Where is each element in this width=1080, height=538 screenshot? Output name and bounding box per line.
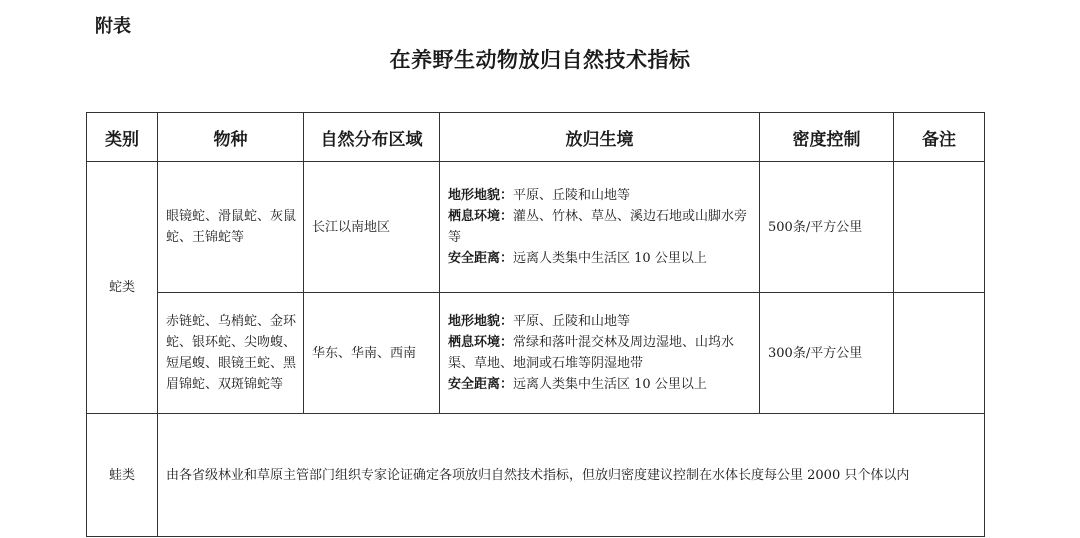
habitat-distance [448, 248, 753, 269]
env-label: 栖息环境： [448, 335, 514, 350]
habitat-terrain [448, 185, 753, 206]
table-row [87, 162, 985, 293]
category-cell: 蛇类 [87, 162, 158, 414]
region-cell: 华东、华南、西南 [304, 293, 440, 414]
header-category: 类别 [87, 113, 158, 162]
habitat-cell [440, 293, 760, 414]
terrain-value: 平原、丘陵和山地等 [513, 188, 631, 203]
species-cell: 赤链蛇、乌梢蛇、金环蛇、银环蛇、尖吻蝮、短尾蝮、眼镜王蛇、黑眉锦蛇、双斑锦蛇等 [158, 293, 304, 414]
technical-indicators-table [86, 112, 985, 537]
remark-cell [894, 293, 985, 414]
env-label: 栖息环境： [448, 209, 514, 224]
habitat-environment [448, 206, 753, 248]
merged-note-cell: 由各省级林业和草原主管部门组织专家论证确定各项放归自然技术指标，但放归密度建议控制在水体长度每公里 2000 只个体以内 [158, 414, 985, 537]
header-remark: 备注 [894, 113, 985, 162]
document-title: 在养野生动物放归自然技术指标 [389, 48, 691, 72]
header-habitat: 放归生境 [440, 113, 760, 162]
habitat-terrain [448, 311, 753, 332]
header-density: 密度控制 [760, 113, 894, 162]
habitat-environment [448, 332, 753, 374]
category-cell: 蛙类 [87, 414, 158, 537]
env-value: 灌丛、竹林、草丛、溪边石地或山脚水旁等 [448, 209, 748, 245]
habitat-distance [448, 374, 753, 395]
remark-cell [894, 162, 985, 293]
env-value: 常绿和落叶混交林及周边湿地、山坞水渠、草地、地洞或石堆等阴湿地带 [448, 335, 735, 371]
habitat-cell [440, 162, 760, 293]
distance-value: 远离人类集中生活区 10 公里以上 [513, 251, 707, 266]
header-species: 物种 [158, 113, 304, 162]
table-row [87, 293, 985, 414]
region-cell: 长江以南地区 [304, 162, 440, 293]
terrain-value: 平原、丘陵和山地等 [513, 314, 631, 329]
distance-label: 安全距离： [448, 377, 514, 392]
appendix-label: 附表 [95, 16, 131, 37]
density-cell: 500条/平方公里 [760, 162, 894, 293]
terrain-label: 地形地貌： [448, 188, 514, 203]
distance-label: 安全距离： [448, 251, 514, 266]
header-region: 自然分布区域 [304, 113, 440, 162]
density-cell: 300条/平方公里 [760, 293, 894, 414]
table-header-row [87, 113, 985, 162]
species-cell: 眼镜蛇、滑鼠蛇、灰鼠蛇、王锦蛇等 [158, 162, 304, 293]
terrain-label: 地形地貌： [448, 314, 514, 329]
table-row [87, 414, 985, 537]
distance-value: 远离人类集中生活区 10 公里以上 [513, 377, 707, 392]
